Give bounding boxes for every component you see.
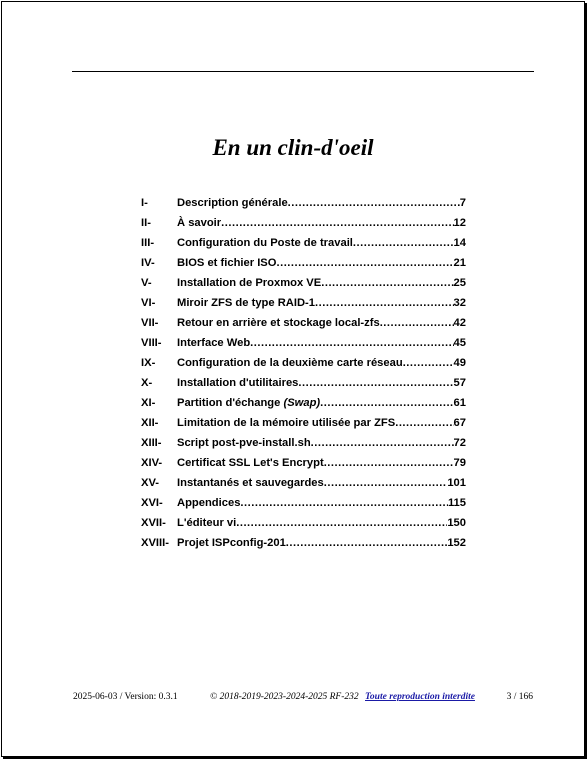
toc-entry-number: XVII-: [141, 517, 166, 529]
toc-entry-title: [177, 437, 311, 449]
toc-entry[interactable]: [141, 373, 466, 393]
toc-entry-title-text: Limitation de la mémoire utilisée par ZFS: [177, 417, 396, 429]
toc-entry-page: 79: [453, 457, 466, 469]
toc-entry-page: 115: [447, 497, 466, 509]
toc-dot-leader: [240, 497, 448, 509]
toc-dot-leader: [298, 377, 453, 389]
toc-entry-number: II-: [141, 217, 151, 229]
toc-dot-leader: [286, 537, 448, 549]
toc-entry-page: 57: [453, 377, 466, 389]
toc-dot-leader: [315, 297, 454, 309]
toc-entry-page: 14: [453, 237, 466, 249]
toc-entry[interactable]: [141, 493, 466, 513]
toc-entry-title-text: Miroir ZFS de type RAID-1: [177, 297, 315, 309]
toc-entry[interactable]: [141, 513, 466, 533]
toc-dot-leader: [311, 437, 454, 449]
toc-entry-title-text: Installation d'utilitaires: [177, 377, 299, 389]
page-title: En un clin-d'oeil: [212, 135, 374, 160]
toc-entry-title-text: BIOS et fichier ISO: [177, 257, 277, 269]
toc-entry-title-text: Installation de Proxmox VE: [177, 277, 322, 289]
toc-entry-title: [177, 417, 395, 429]
toc-entry[interactable]: [141, 313, 466, 333]
toc-dot-leader: [288, 197, 460, 209]
table-of-contents: [141, 193, 466, 553]
toc-entry-title-text: Configuration de la deuxième carte réseau: [177, 357, 403, 369]
toc-entry-title-text: Description générale: [177, 197, 288, 209]
page-footer: [73, 692, 533, 706]
toc-entry-title-text: L'éditeur vi: [177, 517, 237, 529]
toc-entry-page: 101: [447, 477, 466, 489]
toc-entry-title-text: Partition d'échange: [177, 397, 284, 409]
toc-entry-number: VI-: [141, 297, 156, 309]
toc-entry-title: [177, 277, 321, 289]
toc-entry[interactable]: [141, 393, 466, 413]
toc-dot-leader: [395, 417, 453, 429]
toc-entry-title: [177, 237, 353, 249]
toc-dot-leader: [353, 237, 454, 249]
toc-entry-page: 150: [447, 517, 466, 529]
toc-dot-leader: [320, 397, 453, 409]
toc-entry[interactable]: [141, 453, 466, 473]
toc-dot-leader: [403, 357, 454, 369]
toc-entry[interactable]: [141, 273, 466, 293]
toc-entry-number: XII-: [141, 417, 159, 429]
toc-entry-number: VIII-: [141, 337, 162, 349]
footer-reproduction-link[interactable]: Toute reproduction interdite: [365, 692, 475, 702]
toc-entry-number: XIV-: [141, 457, 163, 469]
document-page: [1, 1, 585, 757]
toc-entry-title: [177, 337, 250, 349]
toc-entry-title: [177, 217, 221, 229]
toc-entry-number: XVIII-: [141, 537, 169, 549]
toc-entry-page: 152: [447, 537, 466, 549]
toc-entry-page: 67: [453, 417, 466, 429]
toc-entry-number: XVI-: [141, 497, 163, 509]
toc-entry[interactable]: [141, 413, 466, 433]
toc-entry[interactable]: [141, 353, 466, 373]
toc-entry-page: 61: [453, 397, 466, 409]
toc-entry-title: [177, 397, 320, 409]
toc-entry[interactable]: [141, 293, 466, 313]
toc-entry-page: 45: [453, 337, 466, 349]
toc-entry-page: 72: [453, 437, 466, 449]
toc-dot-leader: [321, 277, 453, 289]
toc-entry-title-text: Retour en arrière et stockage local-zfs: [177, 317, 380, 329]
toc-entry[interactable]: [141, 533, 466, 553]
toc-entry-number: XV-: [141, 477, 160, 489]
toc-entry[interactable]: [141, 433, 466, 453]
toc-entry-title-text: Script post-pve-install.sh: [177, 437, 311, 449]
toc-entry-title-text: Instantanés et sauvegardes: [177, 477, 324, 489]
toc-entry-number: XI-: [141, 397, 156, 409]
toc-dot-leader: [221, 217, 453, 229]
toc-entry-title: [177, 257, 276, 269]
toc-dot-leader: [236, 517, 447, 529]
footer-date-version: 2025-06-03 / Version: 0.3.1: [73, 692, 178, 702]
toc-dot-leader: [380, 317, 454, 329]
toc-entry[interactable]: [141, 253, 466, 273]
toc-entry[interactable]: [141, 233, 466, 253]
toc-entry[interactable]: [141, 333, 466, 353]
toc-entry-title-italic: (Swap): [283, 397, 321, 409]
toc-entry-page: 7: [459, 197, 466, 209]
toc-dot-leader: [324, 457, 454, 469]
toc-entry-number: IX-: [141, 357, 156, 369]
toc-entry-title-text: Appendices: [177, 497, 241, 509]
toc-entry-title-text: À savoir: [177, 217, 222, 229]
footer-copyright: © 2018-2019-2023-2024-2025 RF-232: [210, 692, 359, 702]
toc-entry-title-text: Projet ISPconfig-201: [177, 537, 286, 549]
toc-entry[interactable]: [141, 473, 466, 493]
toc-entry-title: [177, 297, 315, 309]
toc-entry-number: X-: [141, 377, 153, 389]
footer-page-number: 3 / 166: [506, 692, 533, 702]
toc-entry-title-text: Configuration du Poste de travail: [177, 237, 353, 249]
toc-dot-leader: [324, 477, 448, 489]
toc-entry-page: 49: [453, 357, 466, 369]
toc-entry-title: [177, 357, 403, 369]
toc-entry-number: V-: [141, 277, 152, 289]
toc-entry-title: [177, 537, 286, 549]
toc-entry-title-text: Certificat SSL Let's Encrypt: [177, 457, 324, 469]
toc-entry-title: [177, 497, 240, 509]
toc-entry-title: [177, 377, 298, 389]
toc-entry-title: [177, 317, 380, 329]
toc-entry[interactable]: [141, 213, 466, 233]
toc-entry-page: 12: [453, 217, 466, 229]
top-rule: [72, 71, 534, 72]
toc-entry-title-text: Interface Web: [177, 337, 251, 349]
toc-entry-page: 21: [453, 257, 466, 269]
toc-entry-number: VII-: [141, 317, 159, 329]
toc-entry-title: [177, 457, 324, 469]
toc-entry-page: 42: [453, 317, 466, 329]
toc-entry-title: [177, 477, 324, 489]
toc-entry-title: [177, 517, 236, 529]
toc-entry-title: [177, 197, 288, 209]
toc-entry-number: III-: [141, 237, 155, 249]
toc-entry-number: IV-: [141, 257, 155, 269]
toc-entry-number: I-: [141, 197, 148, 209]
toc-entry-page: 25: [453, 277, 466, 289]
toc-entry[interactable]: [141, 193, 466, 213]
toc-entry-number: XIII-: [141, 437, 162, 449]
toc-dot-leader: [250, 337, 453, 349]
toc-dot-leader: [276, 257, 453, 269]
toc-entry-page: 32: [453, 297, 466, 309]
